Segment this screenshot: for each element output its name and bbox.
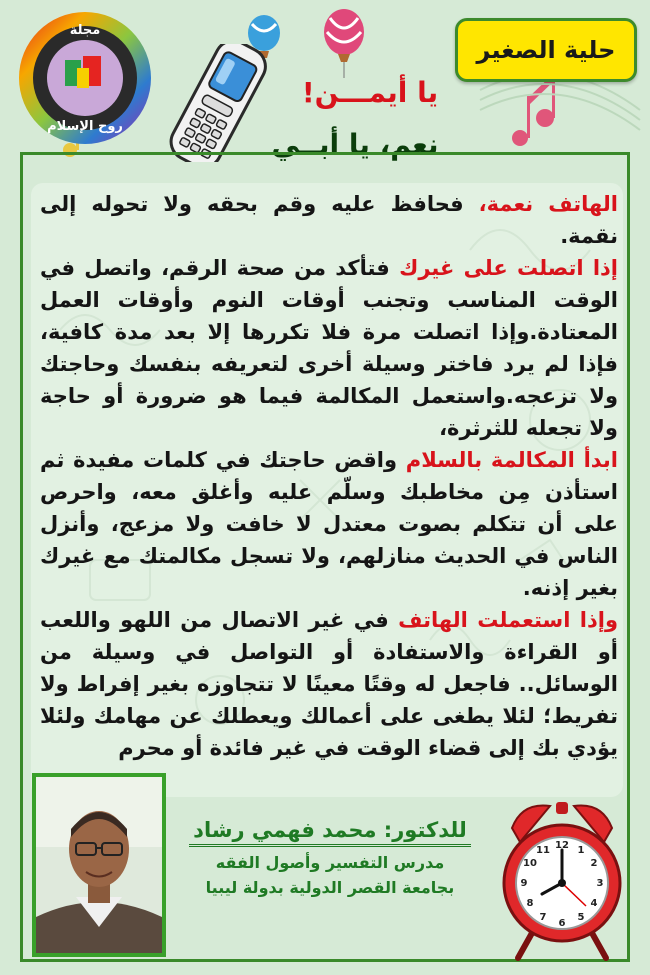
logo-text-bottom: روح الإسلام [47, 119, 123, 134]
svg-text:3: 3 [596, 878, 604, 889]
balloon-icon [322, 8, 366, 78]
svg-text:12: 12 [555, 840, 569, 851]
author-photo [36, 777, 162, 953]
svg-text:11: 11 [536, 845, 550, 856]
author-block [180, 818, 480, 897]
svg-text:4: 4 [590, 898, 598, 909]
article-paragraph [40, 604, 618, 764]
svg-text:5: 5 [577, 912, 585, 923]
svg-text:6: 6 [558, 918, 566, 929]
article-body [40, 188, 618, 764]
alarm-clock-icon [492, 788, 632, 963]
paragraph-highlight: إذا اتصلت على غيرك [399, 256, 618, 280]
svg-text:8: 8 [526, 898, 534, 909]
magazine-logo [15, 8, 155, 148]
svg-text:10: 10 [523, 858, 537, 869]
paragraph-text: فتأكد من صحة الرقم، واتصل في الوقت المناسب وتجنب أوقات النوم وأوقات العمل المعتادة.وإذا اتصلت مرة فلا تكررها إلا بعد مدة كافية، فإذا لم يرد فاختر وسيلة أخرى لتعريفه بنفسك وحاجتك ولا تزعجه.واستعمل المكالمة فيما هو ضرورة أو حاجة ولا تجعله للثرثرة، [40, 256, 618, 440]
svg-text:1: 1 [577, 845, 585, 856]
svg-text:7: 7 [539, 912, 547, 923]
paragraph-text: في غير الاتصال من اللهو واللعب أو القراءة والاستفادة أو التواصل في وسيلة من الوسائل.. فاجعل له وقتًا معينًا لا تتجاوزه بغير إفراط ولا تفريط؛ لئلا يطغى على أعمالك ويعطلك عن مهامك ولئلا يؤدي بك إلى قضاء الوقت في غير فائدة أو محرم [40, 608, 618, 760]
svg-text:2: 2 [590, 858, 598, 869]
paragraph-text: فحافظ عليه وقم بحقه ولا تحوله إلى نقمة. [40, 192, 618, 248]
author-photo-frame [32, 773, 166, 957]
paragraph-highlight: ابدأ المكالمة بالسلام [405, 448, 619, 472]
dialog-line-call: يا أيمـــن! [301, 76, 439, 109]
logo-text-top: مجلة [69, 23, 101, 38]
article-paragraph [40, 252, 618, 444]
paragraph-highlight: الهاتف نعمة، [478, 192, 618, 216]
section-badge [455, 18, 637, 82]
author-affiliation: بجامعة القصر الدولية بدولة ليبيا [205, 878, 455, 897]
music-staff [480, 74, 640, 130]
author-name: للدكتور: محمد فهمي رشاد [189, 818, 471, 847]
author-title: مدرس التفسير وأصول الفقه [215, 853, 445, 872]
paragraph-text: واقض حاجتك في كلمات مفيدة ثم استأذن مِن مخاطبك وسلّم عليه وأغلق معه، واحرص على أن تتكلم بصوت معتدل لا خافت ولا مزعج، وأنزل الناس في الحديث منازلهم، ولا تسجل مكالمتك مع غيرك بغير إذنه. [40, 448, 618, 600]
article-paragraph [40, 444, 618, 604]
article-paragraph [40, 188, 618, 252]
svg-text:9: 9 [520, 878, 528, 889]
section-badge-label: حلية الصغير [476, 36, 616, 64]
dialog-line-reply: نعم، يا أبــي [271, 128, 439, 161]
paragraph-highlight: وإذا استعملت الهاتف [398, 608, 619, 632]
